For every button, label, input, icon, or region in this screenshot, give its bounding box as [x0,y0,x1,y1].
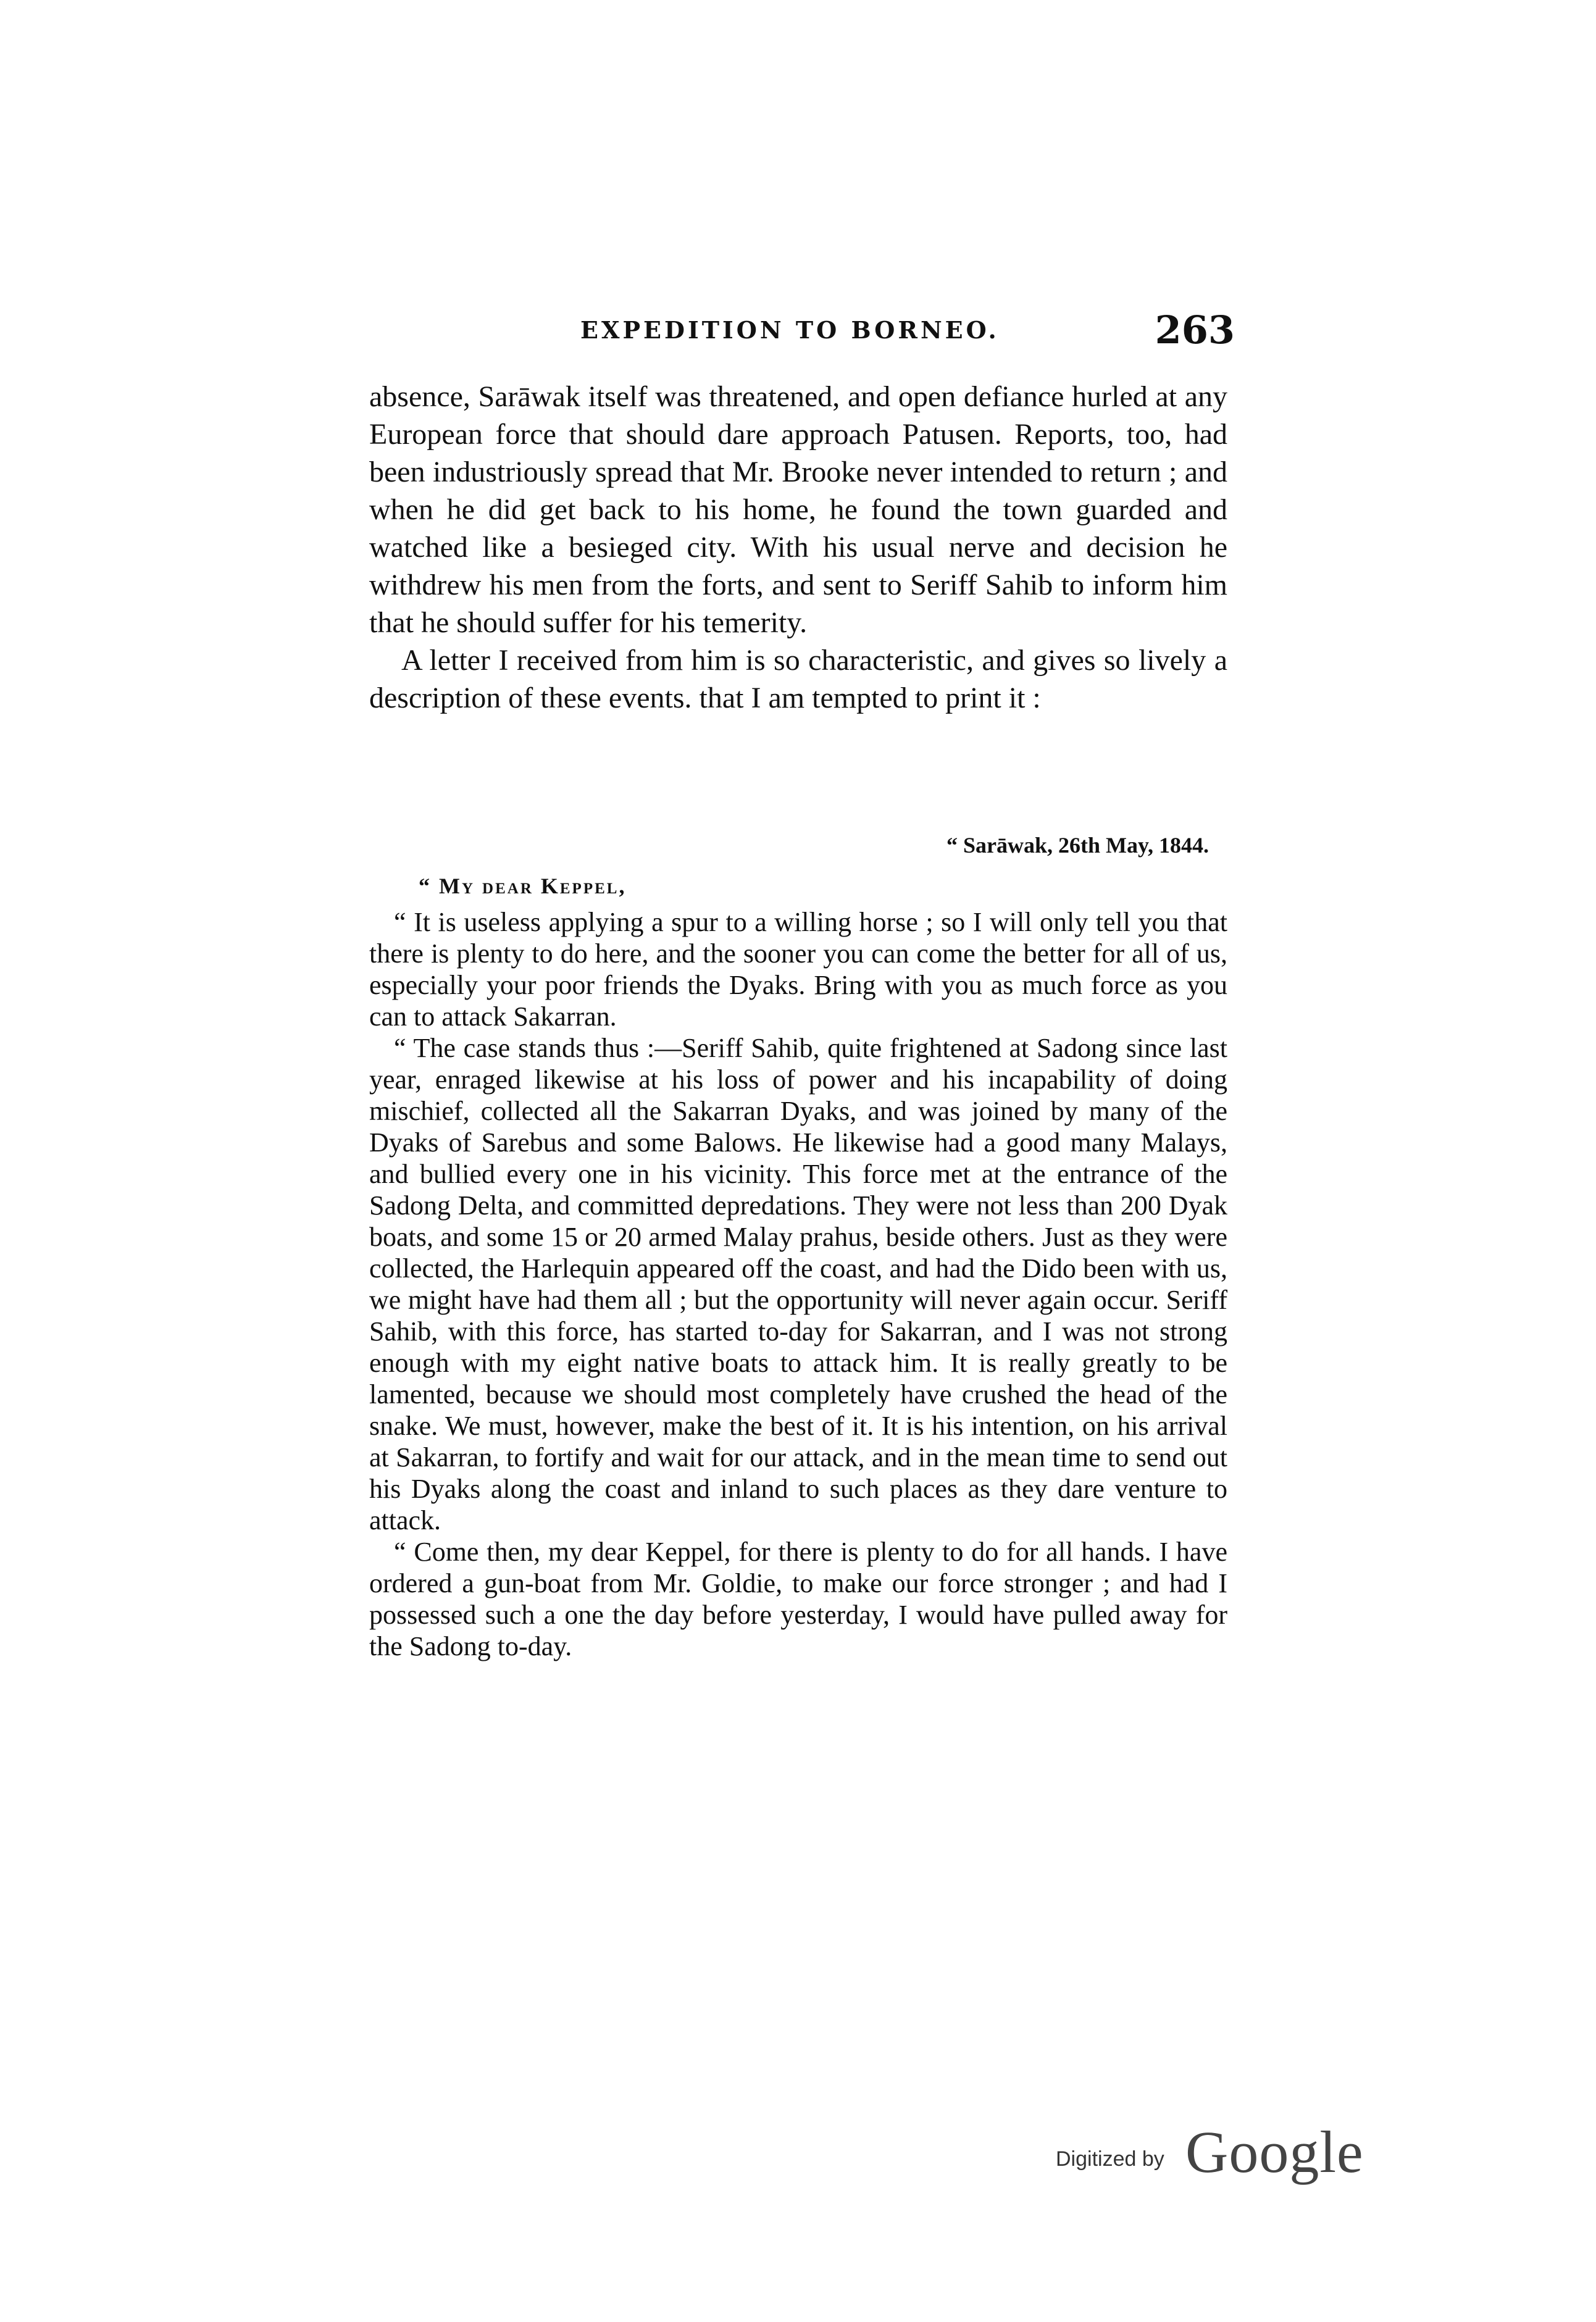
letter-paragraph-1: “ It is useless applying a spur to a willing horse ; so I will only tell you that there is plenty to do here, and the sooner you can come the better for all of us, especially your poor friends the Dyaks. Bring with you as much force as you can to attack Sakarran. [369,907,1227,1032]
letter-dateline: “ Sarāwak, 26th May, 1844. [946,833,1209,858]
watermark-prefix: Digitized by [1056,2147,1164,2171]
digitized-by-google-watermark [1056,2118,1377,2186]
narrative-text [369,378,1227,717]
paragraph-2: A letter I received from him is so characteristic, and gives so lively a description of these events. that I am tempted to print it : [369,644,1227,714]
paragraph-1: absence, Sarāwak itself was threatened, and open defiance hurled at any European force that should dare approach Patusen. Reports, too, had been industriously spread that Mr. Brooke never intended to return ; and when he did get back to his home, he found the town guarded and watched like a besieged city. With his usual nerve and decision he withdrew his men from the forts, and sent to Seriff Sahib to inform him that he should suffer for his temerity. [369,380,1227,639]
letter-paragraph-3: “ Come then, my dear Keppel, for there is plenty to do for all hands. I have ordered a gun-boat from Mr. Goldie, to make our force stronger ; and had I possessed such a one the day before yesterday, I would have pulled away for the Sadong to-day. [369,1537,1227,1661]
page-number: 263 [1155,307,1235,353]
quoted-letter [369,832,1227,1662]
google-logo: Google [1185,2119,1364,2185]
letter-salutation: “ My dear Keppel, [419,874,627,898]
running-title: EXPEDITION TO BORNEO. [580,316,1000,344]
letter-paragraph-2: “ The case stands thus :—Seriff Sahib, quite frightened at Sadong since last year, enraged likewise at his loss of power and his incapability of doing mischief, collected all the Sakarran Dyaks, and was joined by many of the Dyaks of Sarebus and some Balows. He likewise had a good many Malays, and bullied every one in his vicinity. This force met at the entrance of the Sadong Delta, and committed depredations. They were not less than 200 Dyak boats, and some 15 or 20 armed Malay prahus, beside others. Just as they were collected, the Harlequin appeared off the coast, and had the Dido been with us, we might have had them all ; but the opportunity will never again occur. Seriff Sahib, with this force, has started to-day for Sakarran, and I was not strong enough with my eight native boats to attack him. It is really greatly to be lamented, because we should most completely have crushed the head of the snake. We must, however, make the best of it. It is his intention, on his arrival at Sakarran, to fortify and wait for our attack, and in the mean time to send out his Dyaks along the coast and inland to such places as they dare venture to attack. [369,1033,1227,1535]
running-head [370,307,1235,357]
